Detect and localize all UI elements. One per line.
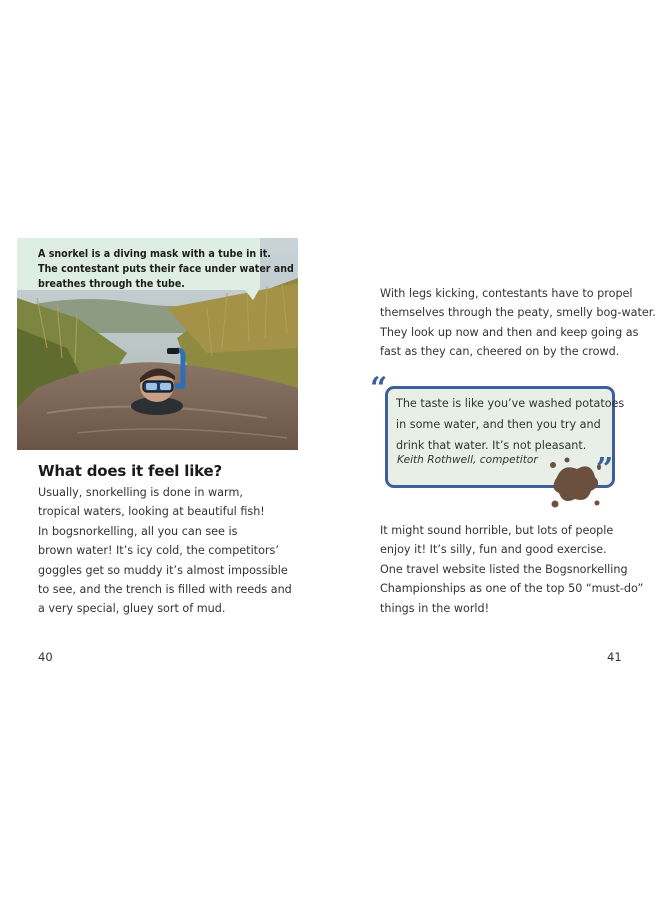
text-line: tropical waters, looking at beautiful fish! [38, 505, 265, 519]
open-quote-mark-icon: “ [370, 371, 388, 406]
right-top-paragraph [380, 284, 656, 362]
photo-caption [17, 238, 294, 300]
left-paragraph [38, 483, 292, 619]
caption-line: The contestant puts their face under water and [38, 263, 294, 275]
text-line: goggles get so muddy it’s almost impossible [38, 563, 288, 577]
text-line: With legs kicking, contestants have to propel [380, 287, 633, 300]
text-line: It might sound horrible, but lots of people [380, 524, 614, 537]
page-number-left: 40 [38, 650, 53, 664]
text-line: things in the world! [380, 601, 490, 615]
page-number-right: 41 [607, 650, 622, 664]
text-line: fast as they can, cheered on by the crowd. [380, 345, 620, 359]
right-bottom-paragraph [380, 521, 643, 618]
text-line: In bogsnorkelling, all you can see is [38, 524, 238, 538]
section-heading: What does it feel like? [38, 462, 223, 480]
close-quote-mark-icon: ” [596, 452, 614, 487]
caption-line: A snorkel is a diving mask with a tube in it. [38, 248, 271, 260]
text-line: enjoy it! It’s silly, fun and good exercise. [380, 543, 607, 557]
quote-line: drink that water. It’s not pleasant. [396, 439, 587, 452]
text-line: One travel website listed the Bogsnorkelling [380, 562, 628, 576]
text-line: Usually, snorkelling is done in warm, [38, 486, 243, 499]
quote-attribution: Keith Rothwell, competitor [397, 454, 538, 466]
quote-line: in some water, and then you try and [396, 418, 601, 431]
text-line: to see, and the trench is filled with reeds and [38, 583, 292, 597]
quote-text [396, 393, 624, 456]
text-line: a very special, gluey sort of mud. [38, 602, 226, 616]
caption-line: breathes through the tube. [38, 278, 185, 290]
text-line: They look up now and then and keep going as [380, 325, 639, 339]
quote-line: The taste is like you’ve washed potatoes [396, 397, 625, 410]
text-line: themselves through the peaty, smelly bog-water. [380, 306, 656, 320]
mud-splat-icon [547, 457, 603, 509]
text-line: brown water! It’s icy cold, the competitors’ [38, 544, 279, 558]
text-line: Championships as one of the top 50 “must-do” [380, 582, 644, 596]
